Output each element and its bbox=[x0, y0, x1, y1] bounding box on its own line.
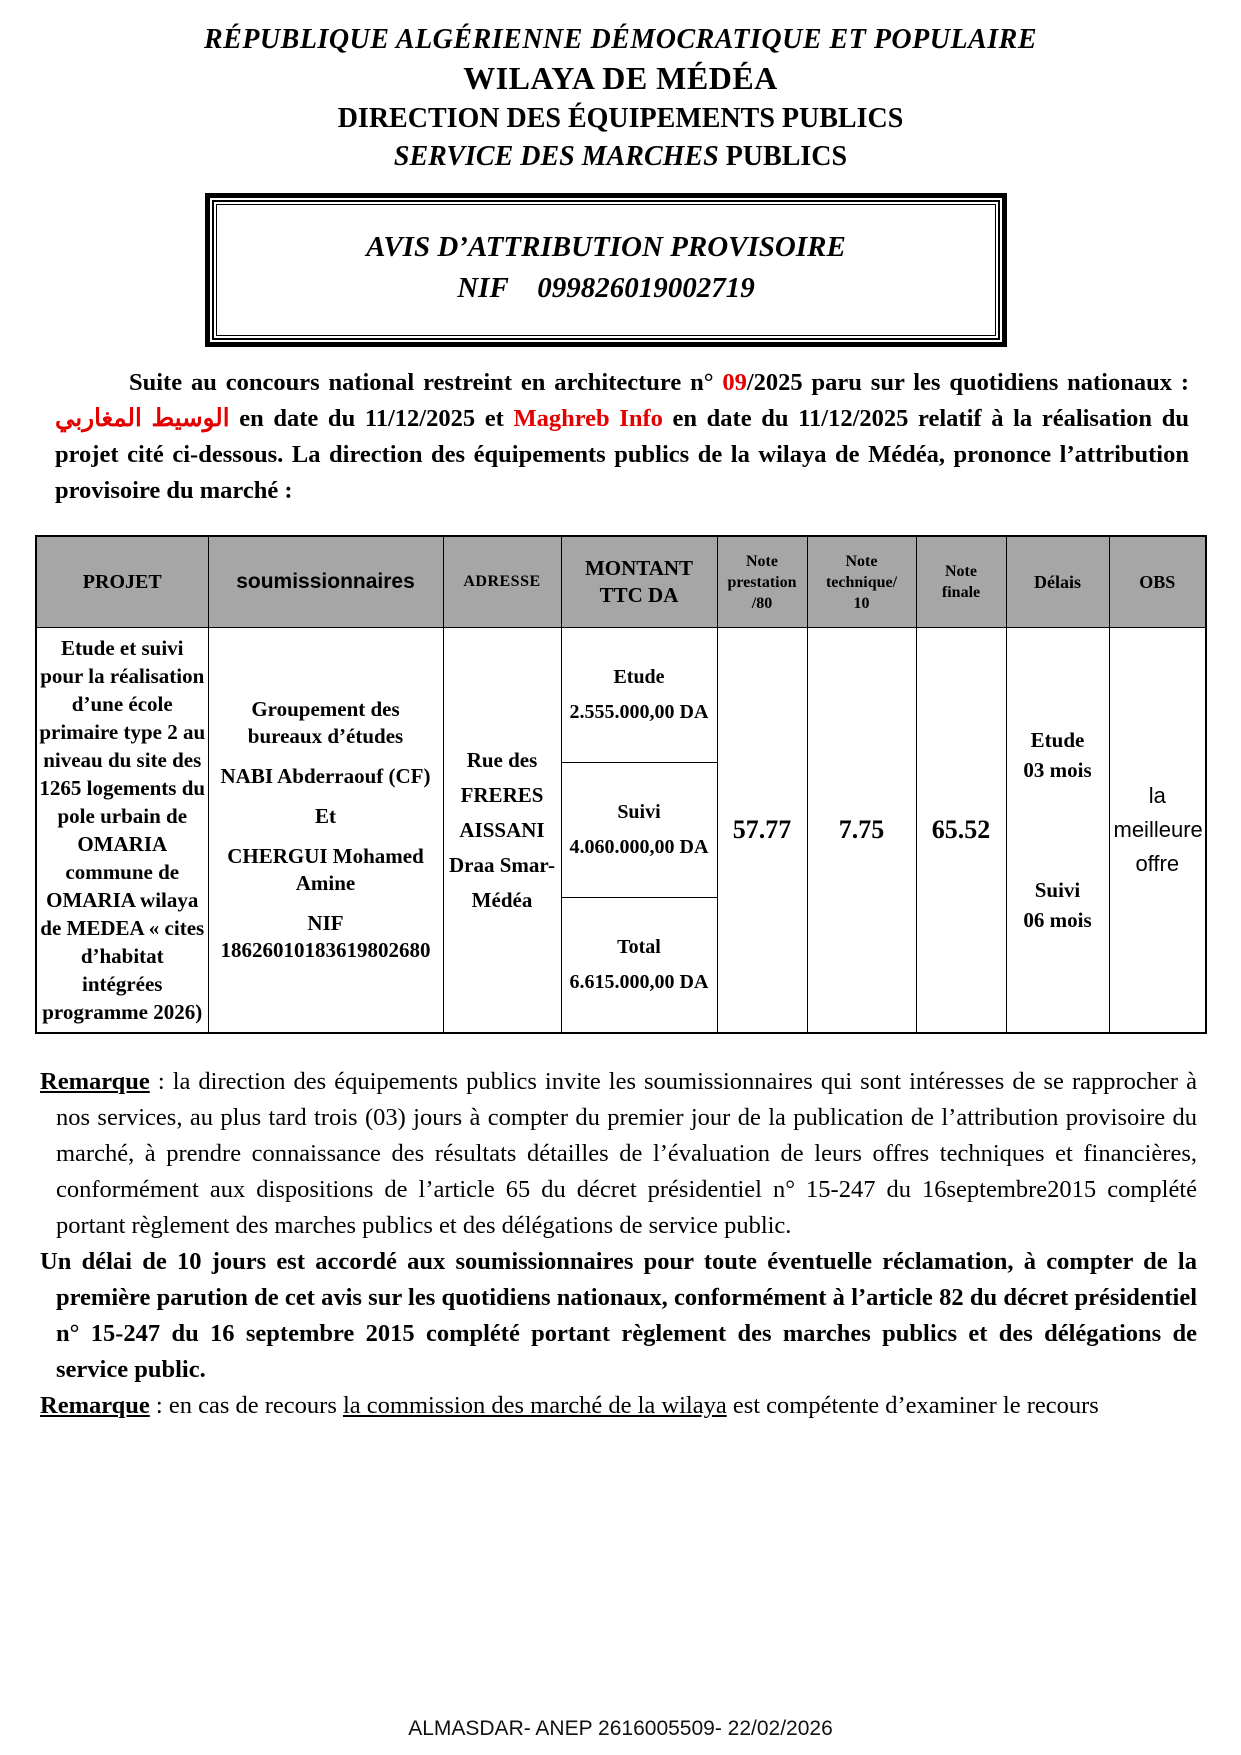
header-note-finale-line2: finale bbox=[941, 584, 981, 601]
montant-suivi-value: 4.060.000,00 DA bbox=[569, 835, 709, 858]
republic-title: RÉPUBLIQUE ALGÉRIENNE DÉMOCRATIQUE ET POPULAIRE bbox=[203, 24, 1038, 55]
nif-label: NIF bbox=[307, 911, 344, 935]
remark-3-underlined: la commission des marché de la wilaya bbox=[343, 1392, 727, 1419]
newspaper-name-arabic: الوسيط المغاربي bbox=[55, 405, 230, 432]
nif-value: 18626010183619802680 bbox=[220, 938, 431, 962]
cell-soumissionnaires bbox=[208, 628, 443, 1034]
header-note-technique-line3: 10 bbox=[853, 594, 870, 612]
notice-title: AVIS D’ATTRIBUTION PROVISOIRE bbox=[366, 231, 846, 263]
address-line: Médéa bbox=[471, 887, 533, 912]
notice-box bbox=[205, 193, 1007, 347]
remark-1 bbox=[40, 1064, 1197, 1244]
header-obs: OBS bbox=[1109, 536, 1206, 628]
cell-montant-total bbox=[561, 897, 717, 1033]
notice-box-mid-border bbox=[212, 200, 1000, 340]
award-table bbox=[35, 535, 1207, 1034]
header-note-prestation-line2: prestation bbox=[727, 573, 797, 591]
newspaper-name-french: Maghreb Info bbox=[513, 405, 663, 432]
intro-paragraph bbox=[55, 365, 1189, 509]
member-1: NABI Abderraouf (CF) bbox=[220, 764, 431, 788]
intro-segment: en date du 11/12/2025 et bbox=[229, 405, 514, 432]
contest-number: 09 bbox=[722, 369, 747, 396]
address-line: AISSANI bbox=[459, 817, 545, 842]
header-note-technique-line2: technique/ bbox=[825, 573, 898, 591]
cell-note-technique: 7.75 bbox=[807, 628, 916, 1034]
remark-3-text: : en cas de recours bbox=[149, 1392, 343, 1419]
remark-1-text: : la direction des équipements publics invite les soumissionnaires qui sont intéresses de se rapprocher à nos services, au plus tard trois (03) jours à compter du premier jour de la publication de l’attribution provisoire du marché, à prendre connaissance des résultats détailles de l’évaluation de leurs offres techniques et financières, conformément aux dispositions de l’article 65 du décret présidentiel n° 15-247 du 16septembre2015 complété portant règlement des marches publics et des délégations de service public. bbox=[56, 1068, 1197, 1239]
montant-total-label: Total bbox=[617, 935, 661, 958]
header-soumissionnaires: soumissionnaires bbox=[208, 536, 443, 628]
member-2: CHERGUI Mohamed Amine bbox=[227, 844, 424, 895]
cell-obs: la meilleure offre bbox=[1109, 628, 1206, 1034]
intro-segment: Suite au concours national restreint en architecture n° bbox=[129, 369, 723, 396]
remarks-section bbox=[40, 1064, 1197, 1424]
publication-footer: ALMASDAR- ANEP 2616005509- 22/02/2026 bbox=[408, 1717, 833, 1740]
address-line: Draa Smar- bbox=[449, 852, 555, 877]
header-projet: PROJET bbox=[36, 536, 208, 628]
remark-3-text: est compétente d’examiner le recours bbox=[726, 1392, 1099, 1419]
delais-etude-block bbox=[1023, 725, 1091, 785]
cell-delais bbox=[1006, 628, 1109, 1034]
delais-content bbox=[1007, 636, 1109, 1024]
header-montant-line1: MONTANT bbox=[584, 556, 694, 580]
remark-3 bbox=[40, 1388, 1197, 1424]
direction-title: DIRECTION DES ÉQUIPEMENTS PUBLICS bbox=[337, 103, 904, 134]
header-note-finale-line1: Note bbox=[945, 563, 977, 580]
notice-nif: NIF 099826019002719 bbox=[457, 272, 755, 304]
intro-segment: /2025 paru sur les quotidiens nationaux : bbox=[746, 369, 1189, 396]
service-title-italic: SERVICE DES MARCHES bbox=[393, 141, 719, 172]
conjunction: Et bbox=[315, 804, 336, 828]
header-note-finale bbox=[916, 536, 1006, 628]
cell-montant-suivi bbox=[561, 762, 717, 897]
cell-projet: Etude et suivi pour la réalisation d’une école primaire type 2 au niveau du site des 1265 logements du pole urbain de OMARIA commune de OMARIA wilaya de MEDEA « cites d’habitat intégrées programme 2026) bbox=[36, 628, 208, 1034]
header-note-prestation bbox=[717, 536, 807, 628]
delais-suivi-label: Suivi bbox=[1034, 877, 1081, 902]
remark-2-text: Un délai de 10 jours est accordé aux soumissionnaires pour toute éventuelle réclamation, à compter de la première parution de cet avis sur les quotidiens nationaux, conformément à l’article 82 du décret présidentiel n° 15-247 du 16 septembre 2015 complété portant règlement des marches publics et des délégations de service public. bbox=[40, 1248, 1197, 1383]
nif-block bbox=[213, 910, 439, 964]
cell-adresse bbox=[443, 628, 561, 1034]
header-montant-line2: TTC DA bbox=[599, 583, 679, 607]
delais-suivi-block bbox=[1023, 875, 1091, 935]
montant-etude-value: 2.555.000,00 DA bbox=[569, 700, 709, 723]
header-note-technique-line1: Note bbox=[845, 552, 878, 570]
delais-etude-value: 03 mois bbox=[1023, 758, 1092, 783]
header-montant bbox=[561, 536, 717, 628]
notice-box-inner bbox=[216, 204, 996, 336]
delais-etude-label: Etude bbox=[1030, 728, 1085, 753]
groupement-name: Groupement des bureaux d’études bbox=[247, 697, 404, 748]
header-note-prestation-line1: Note bbox=[746, 552, 778, 570]
header-note-prestation-line3: /80 bbox=[751, 594, 773, 612]
intro-segment: en date du 11/12/2025 relatif à la réalisation du projet cité ci-dessous. La direction des équipements publics de la wilaya de Médéa, prononce l’attribution provisoire du marché : bbox=[55, 405, 1189, 504]
delais-suivi-value: 06 mois bbox=[1023, 907, 1092, 932]
wilaya-title: WILAYA DE MÉDÉA bbox=[463, 60, 778, 96]
address-line: Rue des bbox=[466, 747, 538, 772]
service-title-regular: PUBLICS bbox=[718, 141, 848, 172]
letterhead bbox=[0, 0, 1241, 173]
table-header-row bbox=[36, 536, 1206, 628]
montant-total-value: 6.615.000,00 DA bbox=[569, 970, 709, 993]
remark-1-label: Remarque bbox=[40, 1068, 150, 1095]
montant-etude-label: Etude bbox=[613, 665, 665, 688]
remark-2 bbox=[40, 1244, 1197, 1388]
table-row bbox=[36, 628, 1206, 763]
remark-3-label: Remarque bbox=[40, 1392, 150, 1419]
montant-suivi-label: Suivi bbox=[617, 800, 661, 823]
header-delais: Délais bbox=[1006, 536, 1109, 628]
cell-note-finale: 65.52 bbox=[916, 628, 1006, 1034]
cell-montant-etude bbox=[561, 628, 717, 763]
service-title bbox=[0, 141, 1241, 173]
header-note-technique bbox=[807, 536, 916, 628]
cell-note-prestation: 57.77 bbox=[717, 628, 807, 1034]
address-line: FRERES bbox=[460, 782, 544, 807]
header-adresse: ADRESSE bbox=[443, 536, 561, 628]
